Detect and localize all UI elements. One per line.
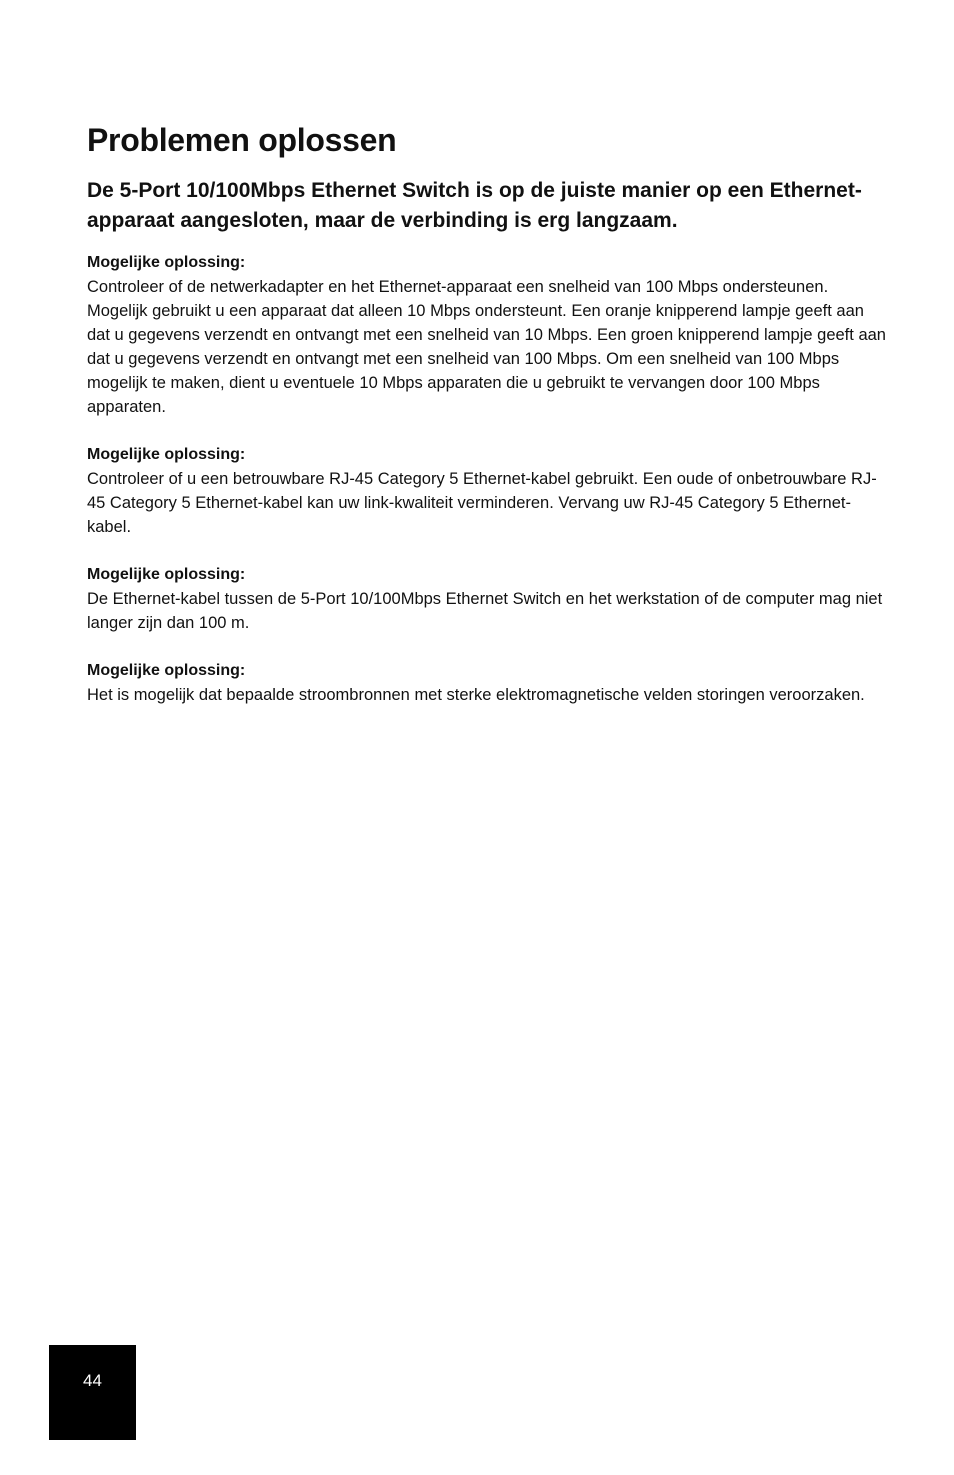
solutions-list <box>87 251 887 731</box>
page-number-box <box>49 1345 136 1440</box>
solution-item <box>87 659 887 707</box>
solution-text: Controleer of u een betrouwbare RJ-45 Category 5 Ethernet-kabel gebruikt. Een oude of onbetrouwbare RJ-45 Category 5 Ethernet-kabel kan uw link-kwaliteit verminderen. Vervang uw RJ-45 Category 5 Ethernet-kabel. <box>87 470 877 536</box>
solution-item <box>87 251 887 419</box>
solution-label: Mogelijke oplossing: <box>87 254 246 271</box>
solution-item <box>87 563 887 635</box>
solution-item <box>87 443 887 539</box>
solution-text: Controleer of de netwerkadapter en het Ethernet-apparaat een snelheid van 100 Mbps ondersteunen. Mogelijk gebruikt u een apparaat dat alleen 10 Mbps ondersteunt. Een oranje knipperend lampje geeft aan dat u gegevens verzendt en ontvangt met een snelheid van 10 Mbps. Een groen knipperend lampje geeft aan dat u gegevens verzendt en ontvangt met een snelheid van 100 Mbps. Om een snelheid van 100 Mbps mogelijk te maken, dient u eventuele 10 Mbps apparaten die u gebruikt te vervangen door 100 Mbps apparaten. <box>87 278 886 416</box>
problem-heading: De 5-Port 10/100Mbps Ethernet Switch is op de juiste manier op een Ethernet-apparaat aangesloten, maar de verbinding is erg langzaam. <box>87 179 862 232</box>
solution-label: Mogelijke oplossing: <box>87 566 246 583</box>
page-number: 44 <box>83 1371 102 1390</box>
solution-label: Mogelijke oplossing: <box>87 662 246 679</box>
solution-label: Mogelijke oplossing: <box>87 446 246 463</box>
page-title: Problemen oplossen <box>87 122 397 158</box>
solution-text: De Ethernet-kabel tussen de 5-Port 10/100Mbps Ethernet Switch en het werkstation of de computer mag niet langer zijn dan 100 m. <box>87 590 883 632</box>
solution-text: Het is mogelijk dat bepaalde stroombronnen met sterke elektromagnetische velden storingen veroorzaken. <box>87 686 865 704</box>
